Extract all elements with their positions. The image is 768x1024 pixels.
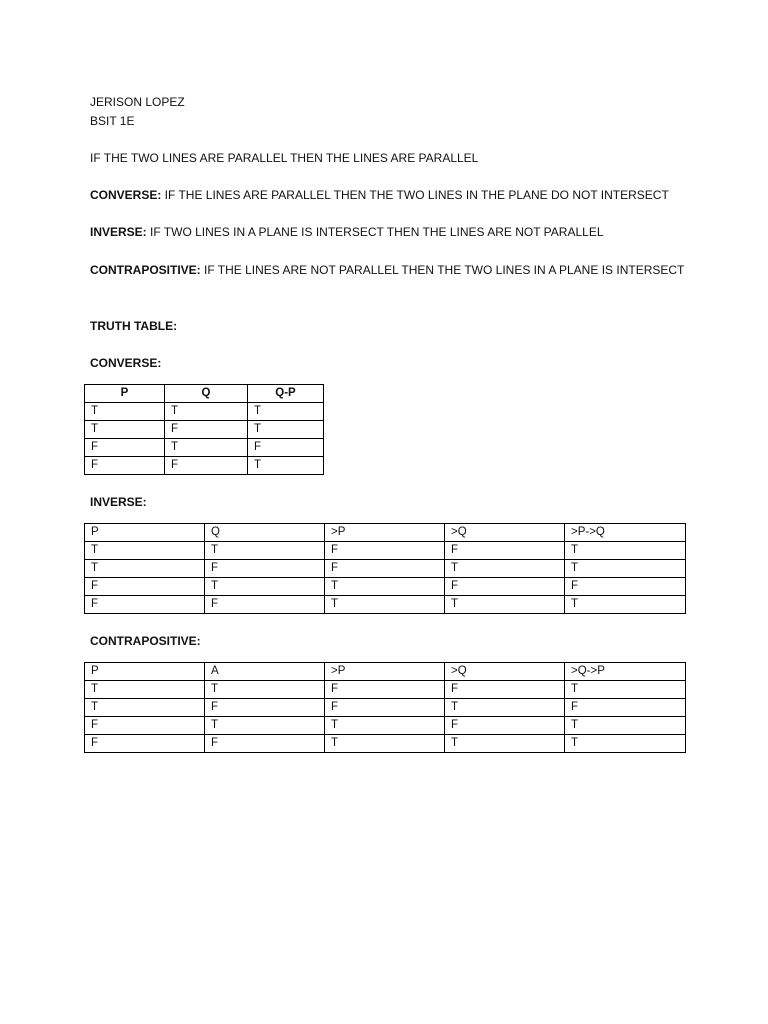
table-row	[85, 735, 686, 753]
table-cell: F	[325, 542, 445, 560]
column-header: >Q	[445, 524, 565, 542]
table-cell: F	[85, 439, 165, 457]
table-cell: F	[445, 542, 565, 560]
table-cell: T	[205, 717, 325, 735]
contrapositive-label: CONTRAPOSITIVE:	[90, 263, 201, 277]
column-header: >P->Q	[565, 524, 686, 542]
table-cell: F	[205, 699, 325, 717]
table-cell: T	[205, 542, 325, 560]
column-header: P	[85, 663, 205, 681]
statement: IF THE TWO LINES ARE PARALLEL THEN THE LINES ARE PARALLEL	[90, 151, 479, 165]
column-header: Q	[205, 524, 325, 542]
inverse-truth-table	[84, 523, 686, 614]
table-cell: T	[565, 717, 686, 735]
table-cell: T	[325, 578, 445, 596]
column-header: >P	[325, 524, 445, 542]
table-row	[85, 403, 324, 421]
table-cell: T	[325, 596, 445, 614]
table-cell: T	[445, 735, 565, 753]
column-header: >P	[325, 663, 445, 681]
table-cell: F	[445, 717, 565, 735]
table-cell: F	[325, 560, 445, 578]
table-cell: F	[445, 578, 565, 596]
column-header: A	[205, 663, 325, 681]
table-cell: F	[248, 439, 324, 457]
converse-truth-table	[84, 384, 324, 475]
truth-table-heading: TRUTH TABLE:	[90, 319, 178, 333]
table-cell: F	[565, 699, 686, 717]
table-cell: F	[85, 735, 205, 753]
column-header: >Q->P	[565, 663, 686, 681]
table-cell: T	[325, 735, 445, 753]
table-cell: T	[165, 403, 248, 421]
table-cell: T	[85, 403, 165, 421]
column-header: P	[85, 524, 205, 542]
table-cell: F	[565, 578, 686, 596]
table-cell: T	[565, 560, 686, 578]
table-row	[85, 681, 686, 699]
table-cell: T	[205, 681, 325, 699]
inverse-statement	[90, 224, 604, 240]
contrapositive-statement	[90, 262, 684, 278]
table-row	[85, 421, 324, 439]
table-cell: T	[445, 699, 565, 717]
table-row	[85, 542, 686, 560]
column-header: P	[85, 385, 165, 403]
column-header: Q	[165, 385, 248, 403]
column-header: Q-P	[248, 385, 324, 403]
inverse-table-heading: INVERSE:	[90, 495, 147, 509]
table-cell: T	[85, 560, 205, 578]
table-cell: F	[85, 578, 205, 596]
table-cell: T	[85, 681, 205, 699]
table-row	[85, 439, 324, 457]
table-cell: F	[445, 681, 565, 699]
table-cell: T	[565, 735, 686, 753]
table-header-row	[85, 385, 324, 403]
column-header: >Q	[445, 663, 565, 681]
table-cell: T	[165, 439, 248, 457]
table-cell: T	[85, 699, 205, 717]
table-row	[85, 457, 324, 475]
author-name: JERISON LOPEZ	[90, 95, 185, 109]
table-row	[85, 699, 686, 717]
table-cell: T	[565, 596, 686, 614]
table-cell: F	[205, 596, 325, 614]
table-row	[85, 596, 686, 614]
class-section: BSIT 1E	[90, 114, 135, 128]
table-cell: T	[85, 542, 205, 560]
table-cell: F	[205, 735, 325, 753]
table-header-row	[85, 524, 686, 542]
converse-table-heading: CONVERSE:	[90, 356, 162, 370]
table-cell: T	[248, 421, 324, 439]
table-cell: T	[248, 457, 324, 475]
table-cell: T	[325, 717, 445, 735]
table-row	[85, 578, 686, 596]
table-cell: T	[85, 421, 165, 439]
converse-statement	[90, 187, 669, 203]
table-cell: F	[165, 421, 248, 439]
table-cell: T	[565, 681, 686, 699]
table-cell: F	[325, 699, 445, 717]
table-cell: F	[165, 457, 248, 475]
inverse-text: IF TWO LINES IN A PLANE IS INTERSECT THEN THE LINES ARE NOT PARALLEL	[146, 225, 604, 239]
inverse-label: INVERSE:	[90, 225, 147, 239]
table-cell: F	[85, 457, 165, 475]
converse-text: IF THE LINES ARE PARALLEL THEN THE TWO LINES IN THE PLANE DO NOT INTERSECT	[161, 188, 669, 202]
table-cell: F	[85, 717, 205, 735]
table-cell: T	[445, 560, 565, 578]
table-row	[85, 717, 686, 735]
table-cell: F	[85, 596, 205, 614]
table-cell: T	[445, 596, 565, 614]
table-cell: T	[248, 403, 324, 421]
table-row	[85, 560, 686, 578]
table-cell: T	[205, 578, 325, 596]
table-cell: F	[325, 681, 445, 699]
table-header-row	[85, 663, 686, 681]
contrapositive-text: IF THE LINES ARE NOT PARALLEL THEN THE TWO LINES IN A PLANE IS INTERSECT	[200, 263, 685, 277]
table-cell: T	[565, 542, 686, 560]
contrapositive-table-heading: CONTRAPOSITIVE:	[90, 634, 201, 648]
converse-label: CONVERSE:	[90, 188, 162, 202]
contrapositive-truth-table	[84, 662, 686, 753]
table-cell: F	[205, 560, 325, 578]
